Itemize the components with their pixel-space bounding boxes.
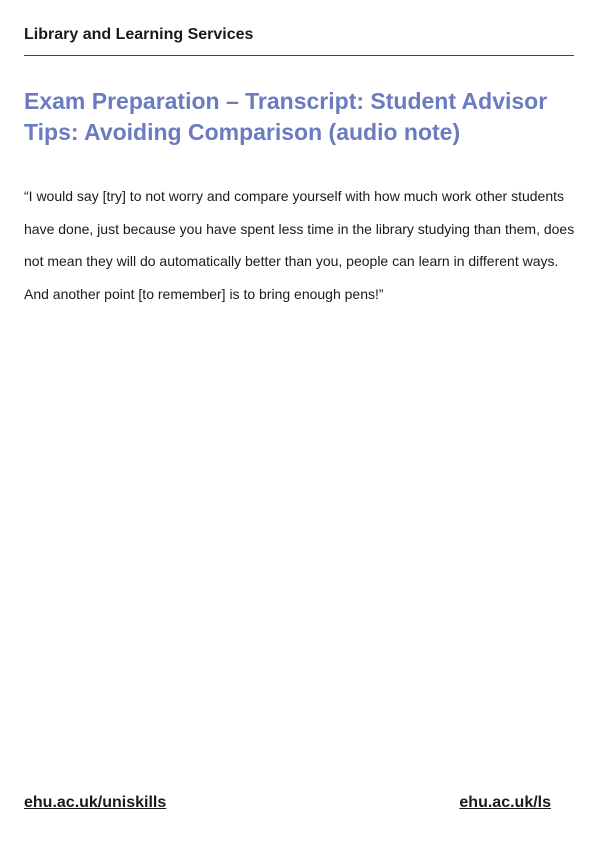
document-title: Exam Preparation – Transcript: Student Advisor Tips: Avoiding Comparison (audio note)	[24, 88, 548, 145]
footer-link-uniskills[interactable]: ehu.ac.uk/uniskills	[24, 794, 167, 811]
footer-link-ls[interactable]: ehu.ac.uk/ls	[459, 794, 551, 811]
transcript-quote: “I would say [try] to not worry and compare yourself with how much work other students have done, just because you have spent less time in the library studying than them, does not mean they will do automatically better than you, people can learn in different ways. And another point [to remember] is to bring enough pens!”	[24, 188, 575, 302]
header-divider	[24, 55, 574, 56]
header-title: Library and Learning Services	[24, 26, 254, 43]
